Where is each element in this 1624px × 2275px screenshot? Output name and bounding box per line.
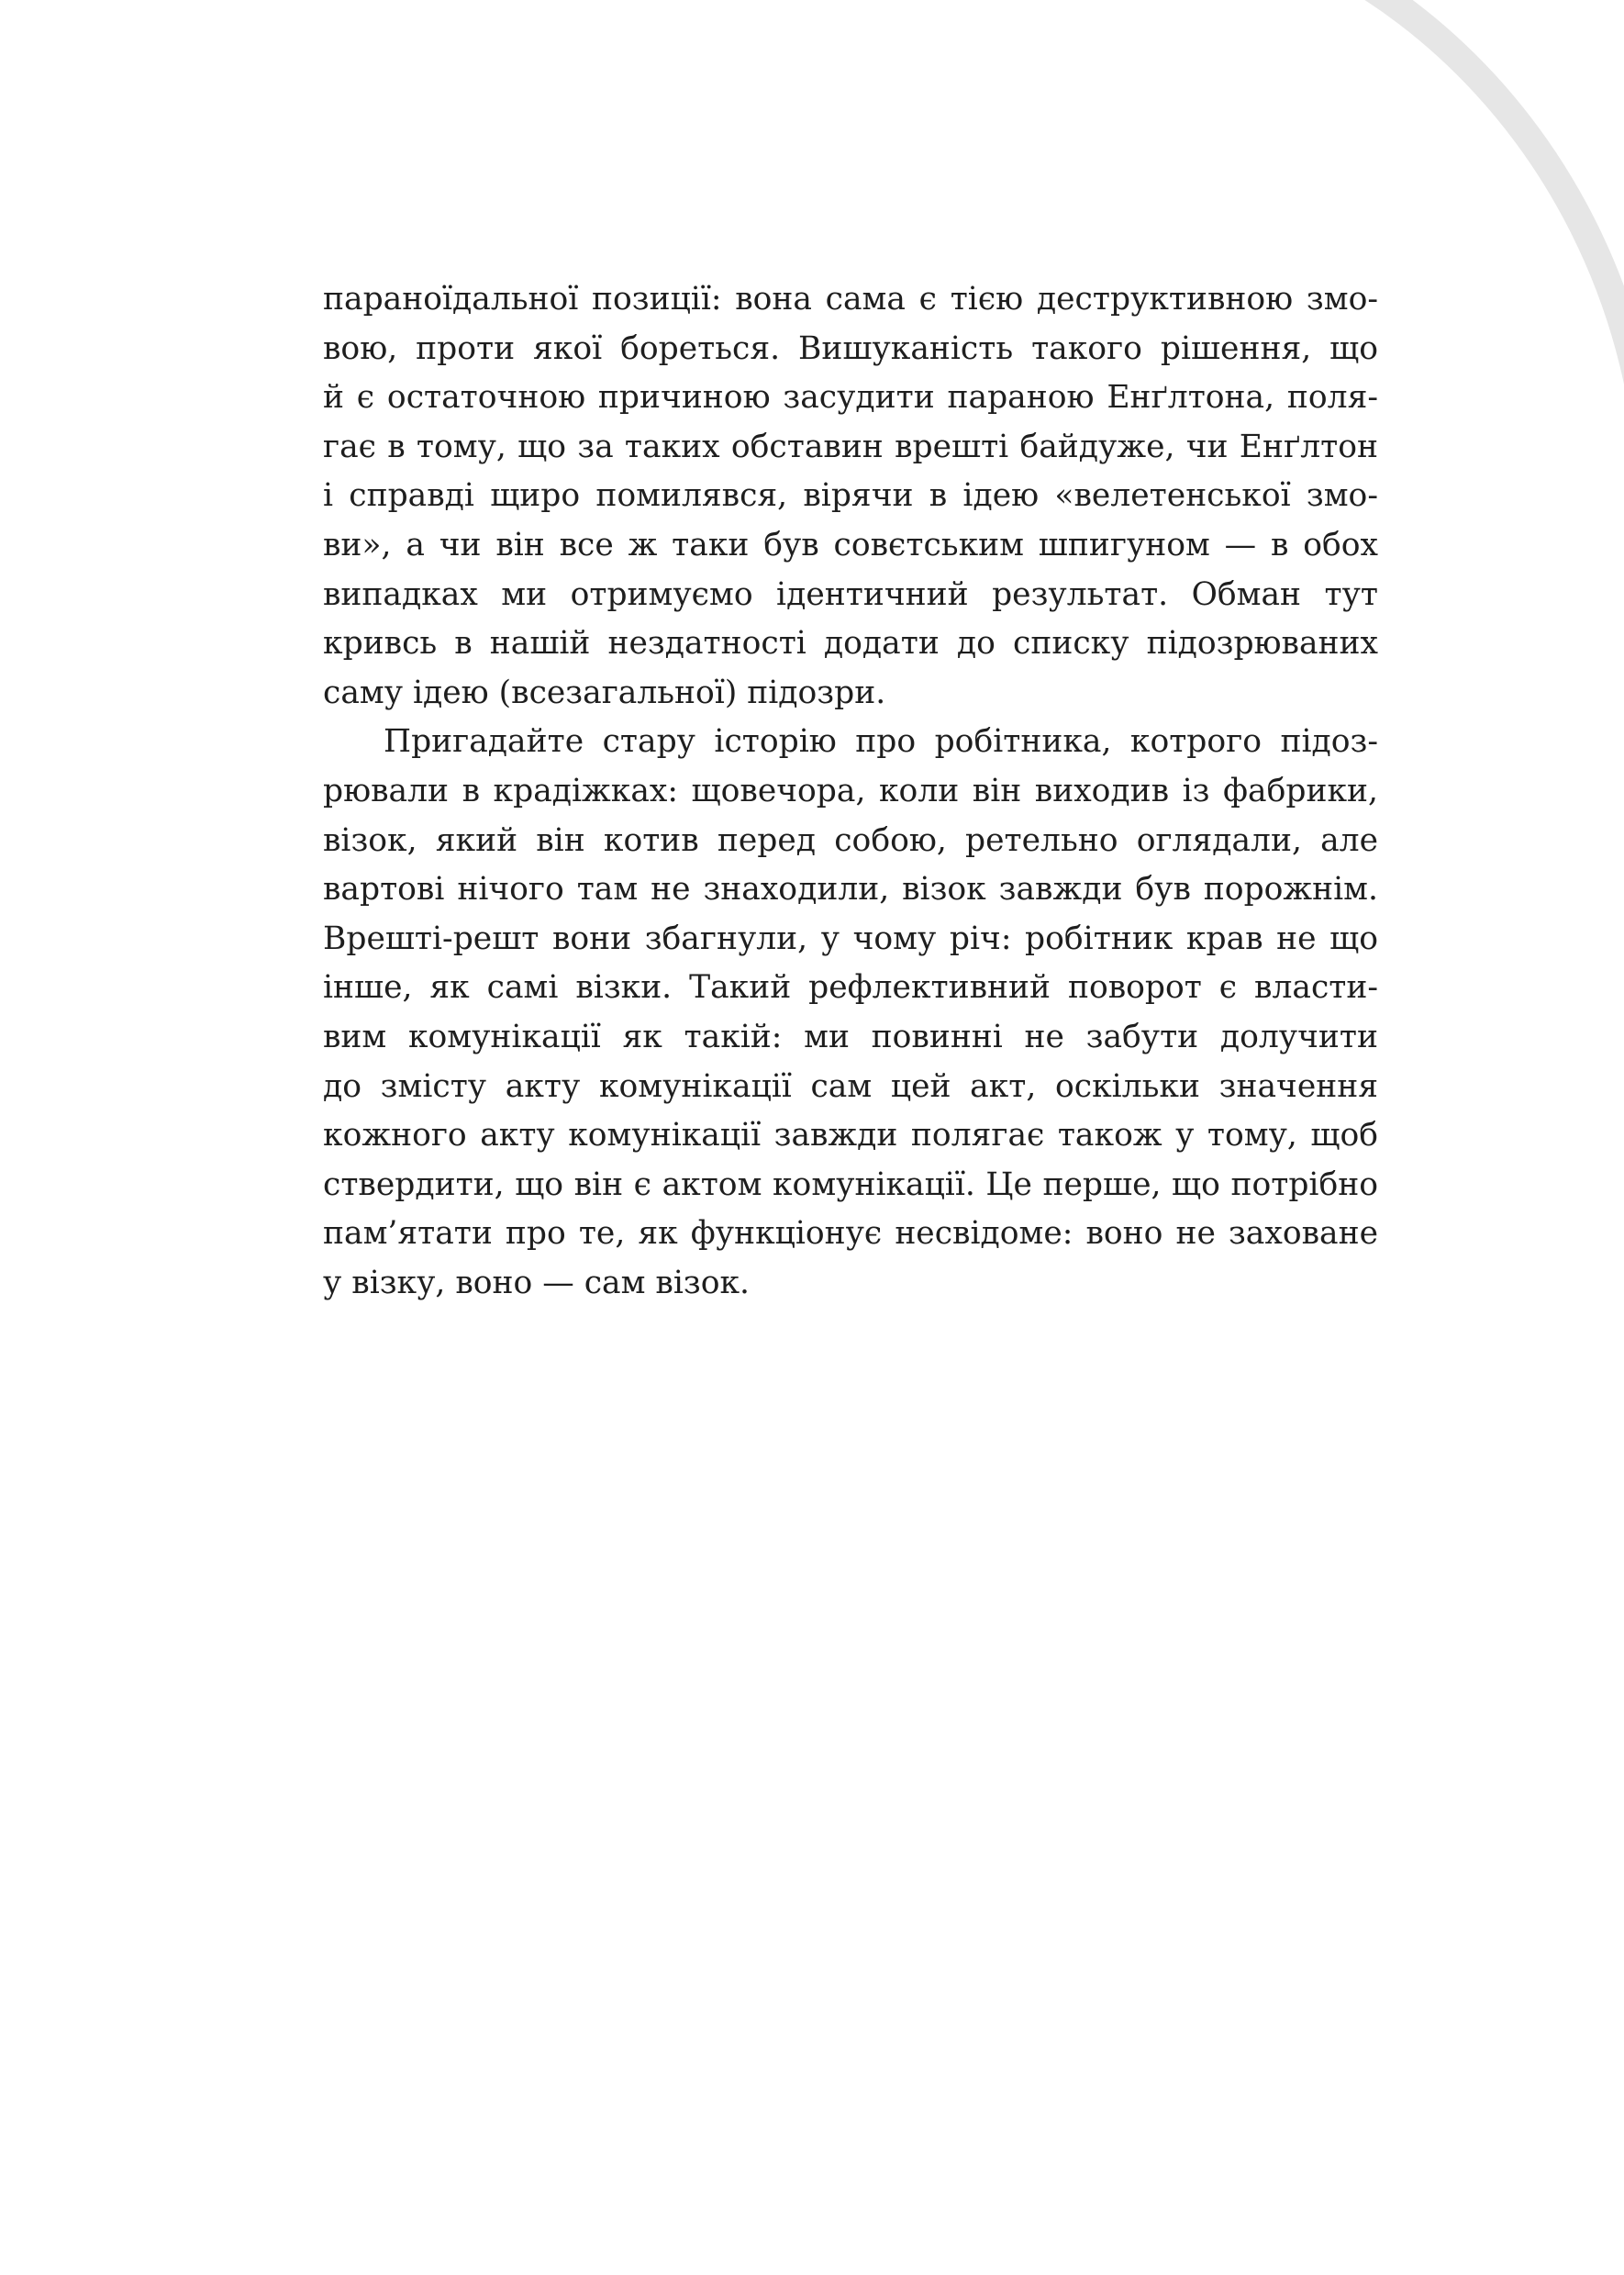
text-line: вартові нічого там не знаходили, візок завжди був порожнім.: [323, 871, 1378, 909]
text-line: кожного акту комунікації завжди полягає також у тому, щоб: [323, 1117, 1378, 1154]
text-line: вим комунікації як такій: ми повинні не забути долучити: [323, 1018, 1378, 1055]
text-line: у візку, воно — сам візок.: [323, 1264, 750, 1301]
text-line: гає в тому, що за таких обставин врешті байдуже, чи Енґлтон: [323, 428, 1378, 465]
text-line: ствердити, що він є актом комунікації. Це перше, що потрібно: [323, 1165, 1378, 1203]
text-line: параноїдальної позиції: вона сама є тією деструктивною змо-: [323, 281, 1378, 318]
text-line: і справді щиро помилявся, вірячи в ідею «велетенської змо-: [323, 477, 1378, 515]
text-line: вою, проти якої бореться. Вишуканість такого рішення, що: [323, 329, 1378, 367]
text-line: інше, як самі візки. Такий рефлективний поворот є власти-: [323, 969, 1378, 1007]
text-line: й є остаточною причиною засудити параною Енґлтона, поля-: [323, 379, 1378, 417]
text-line: саму ідею (всезагальної) підозри.: [323, 674, 886, 711]
text-line: випадках ми отримуємо ідентичний результат. Обман тут: [323, 575, 1378, 613]
text-line: пам’ятати про те, як функціонує несвідоме: воно не заховане: [323, 1215, 1378, 1253]
text-line: рювали в крадіжках: щовечора, коли він виходив із фабрики,: [323, 772, 1378, 809]
paragraph-2: [323, 718, 1378, 1308]
text-line: візок, який він котив перед собою, ретельно оглядали, але: [323, 821, 1378, 859]
text-line: Пригадайте стару історію про робітника, котрого підоз-: [384, 723, 1378, 761]
text-line: ви», а чи він все ж таки був совєтським шпигуном — в обох: [323, 526, 1378, 563]
body-text: [323, 275, 1378, 1308]
text-line: до змісту акту комунікації сам цей акт, оскільки значення: [323, 1067, 1378, 1105]
text-line: кривсь в нашій нездатності додати до списку підозрюваних: [323, 625, 1378, 663]
text-line: Врешті-решт вони збагнули, у чому річ: робітник крав не що: [323, 920, 1378, 957]
paragraph-1: [323, 275, 1378, 718]
